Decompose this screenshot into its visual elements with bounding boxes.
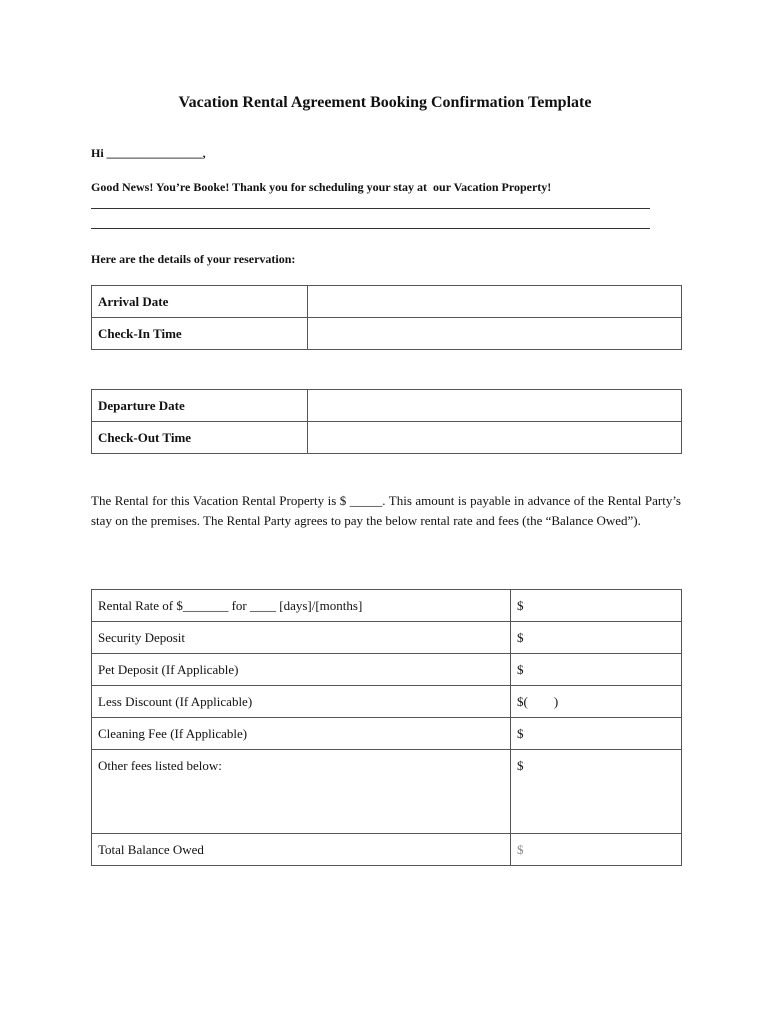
rental-rate-label: Rental Rate of $_______ for ____ [days]/[months]: [92, 590, 511, 622]
rental-rate-amount[interactable]: $: [511, 590, 682, 622]
cleaning-fee-label: Cleaning Fee (If Applicable): [92, 718, 511, 750]
table-row: [92, 590, 682, 622]
departure-date-label: Departure Date: [92, 390, 308, 422]
other-fees-amount[interactable]: $: [511, 750, 682, 834]
check-out-time-label: Check-Out Time: [92, 422, 308, 454]
table-row: [92, 422, 682, 454]
table-row: [92, 390, 682, 422]
arrival-date-field[interactable]: [308, 286, 682, 318]
total-balance-label: Total Balance Owed: [92, 834, 511, 866]
pet-deposit-label: Pet Deposit (If Applicable): [92, 654, 511, 686]
fees-table: [91, 589, 682, 866]
departure-table: [91, 389, 682, 454]
good-news-line: Good News! You’re Booke! Thank you for scheduling your stay at our Vacation Property!: [91, 180, 552, 194]
table-row: [92, 622, 682, 654]
departure-date-field[interactable]: [308, 390, 682, 422]
other-fees-label: Other fees listed below:: [92, 750, 511, 834]
details-heading: Here are the details of your reservation:: [91, 252, 296, 266]
pet-deposit-amount[interactable]: $: [511, 654, 682, 686]
discount-amount[interactable]: $( ): [511, 686, 682, 718]
table-row: [92, 686, 682, 718]
arrival-date-label: Arrival Date: [92, 286, 308, 318]
total-balance-amount[interactable]: $: [511, 834, 682, 866]
arrival-table: [91, 285, 682, 350]
table-row: [92, 750, 682, 834]
greeting-line: Hi ________________,: [91, 146, 206, 160]
table-row: [92, 834, 682, 866]
check-out-time-field[interactable]: [308, 422, 682, 454]
cleaning-fee-amount[interactable]: $: [511, 718, 682, 750]
check-in-time-field[interactable]: [308, 318, 682, 350]
table-row: [92, 286, 682, 318]
security-deposit-label: Security Deposit: [92, 622, 511, 654]
table-row: [92, 654, 682, 686]
discount-label: Less Discount (If Applicable): [92, 686, 511, 718]
security-deposit-amount[interactable]: $: [511, 622, 682, 654]
blank-rule-2: [91, 228, 650, 229]
check-in-time-label: Check-In Time: [92, 318, 308, 350]
table-row: [92, 718, 682, 750]
blank-rule-1: [91, 208, 650, 209]
table-row: [92, 318, 682, 350]
rental-paragraph: The Rental for this Vacation Rental Property is $ _____. This amount is payable in advance of the Rental Party’s stay on the premises. The Rental Party agrees to pay the below rental rate and fees (the “Balance Owed”).: [91, 493, 681, 528]
document-title: Vacation Rental Agreement Booking Confirmation Template: [178, 94, 592, 111]
